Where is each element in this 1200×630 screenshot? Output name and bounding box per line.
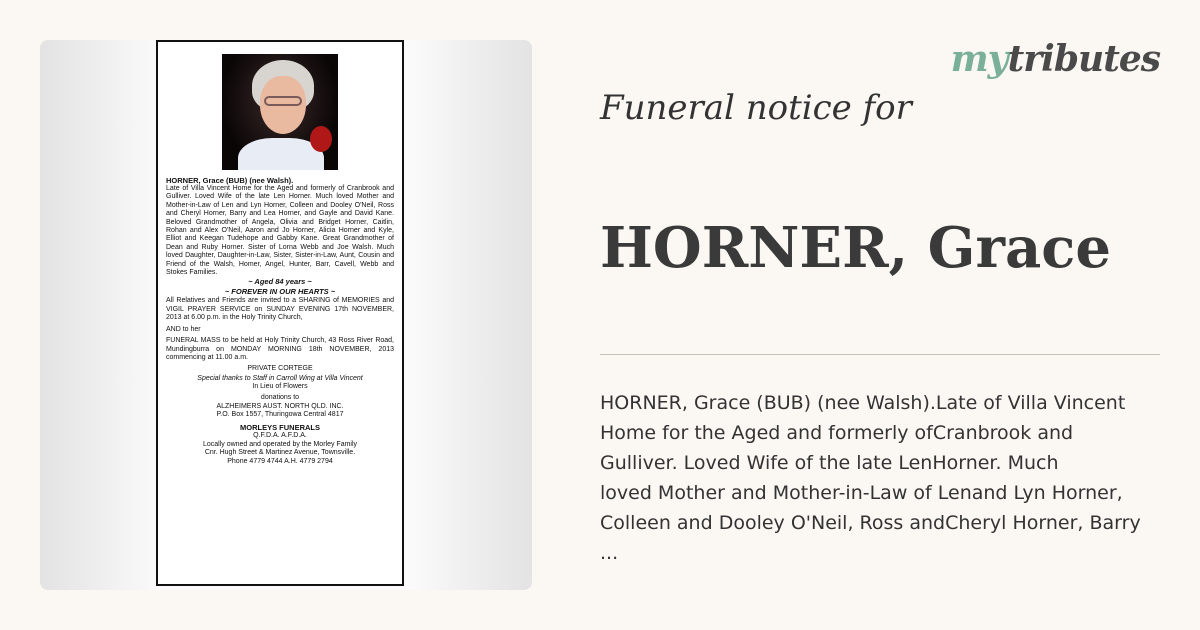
notice-subtitle: Funeral notice for: [600, 88, 912, 128]
excerpt-line: HORNER, Grace (BUB) (nee Walsh).Late of Villa Vincent: [600, 392, 1126, 414]
clipping-heading: HORNER, Grace (BUB) (nee Walsh).: [166, 176, 294, 185]
excerpt-line: Colleen and Dooley O'Neil, Ross andCheryl Horner, Barry: [600, 512, 1141, 534]
logo-my: my: [950, 38, 1008, 80]
newspaper-clipping: [156, 40, 404, 586]
clipping-invite: All Relatives and Friends are invited to a SHARING of MEMORIES and VIGIL PRAYER SERVICE on SUNDAY EVENING 17th NOVEMBER, 2013 at 6.00 p.m. in the Holy Trinity Church,: [166, 297, 394, 322]
clipping-po-box: P.O. Box 1557, Thuringowa Central 4817: [216, 410, 344, 418]
clipping-thanks: Special thanks to Staff in Carroll Wing at Villa Vincent: [197, 374, 363, 382]
clipping-body: Late of Villa Vincent Home for the Aged and formerly of Cranbrook and Gulliver. Loved Wife of the late Len Horner. Much loved Mother and Mother-in-Law of Len and Lyn Horner, Colleen and Dooley O'Neil, Ross and Cheryl Horner, Barry and Lea Horner, and Gayle and David Kane. Beloved Grandmother of Angela, Olivia and Bridget Horner, Caitlin, Rohan and Alex O'Neil, Aaron and Jo Horner, Alicia Horner and Kyle, Elliot and Keegan Tudehope and Gabby Kane. Great Grandmother of Dean and Ruby Horner. Sister of Lorna Webb and Joe Walsh. Much loved Daughter, Daughter-in-Law, Sister, Sister-in-Law, Aunt, Cousin and Friend of the Walsh, Homer, Angel, Hunter, Barr, Cavell, Webb and Stokes Families.: [166, 185, 394, 277]
divider: [600, 354, 1160, 355]
mytributes-logo[interactable]: [951, 38, 1160, 80]
deceased-name: HORNER, Grace: [600, 215, 1111, 281]
clipping-address: Cnr. Hugh Street & Martinez Avenue, Townsville.: [204, 449, 356, 457]
excerpt-ellipsis: ...: [600, 542, 619, 564]
clipping-aged: ~ Aged 84 years ~: [248, 277, 312, 287]
clipping-owned: Locally owned and operated by the Morley Family: [202, 440, 358, 448]
notice-image-panel: [40, 40, 532, 590]
clipping-mass: FUNERAL MASS to be held at Holy Trinity Church, 43 Ross River Road, Mundingburra on MONDAY MORNING 18th NOVEMBER, 2013 commencing at 11.00 a.m.: [166, 337, 394, 361]
clipping-in-lieu: In Lieu of Flowers: [252, 382, 308, 390]
clipping-funerals: MORLEYS FUNERALS: [239, 423, 320, 433]
excerpt-line: loved Mother and Mother-in-Law of Lenand Lyn Horner,: [600, 482, 1123, 504]
clipping-and-to-her: AND to her: [166, 325, 201, 333]
clipping-forever: ~ FOREVER IN OUR HEARTS ~: [224, 287, 336, 297]
logo-tributes: tributes: [1007, 38, 1160, 80]
clipping-qfda: Q.F.D.A. A.F.D.A.: [253, 432, 307, 440]
portrait-photo: [222, 54, 338, 170]
clipping-cortege: PRIVATE CORTEGE: [247, 365, 313, 373]
excerpt-line: Gulliver. Loved Wife of the late LenHorner. Much: [600, 452, 1059, 474]
clipping-charity: ALZHEIMERS AUST. NORTH QLD. INC.: [216, 402, 344, 410]
clipping-donations: donations to: [260, 394, 300, 402]
clipping-phone: Phone 4779 4744 A.H. 4779 2794: [227, 457, 333, 465]
notice-excerpt: [600, 388, 1160, 568]
excerpt-line: Home for the Aged and formerly ofCranbrook and: [600, 422, 1074, 444]
